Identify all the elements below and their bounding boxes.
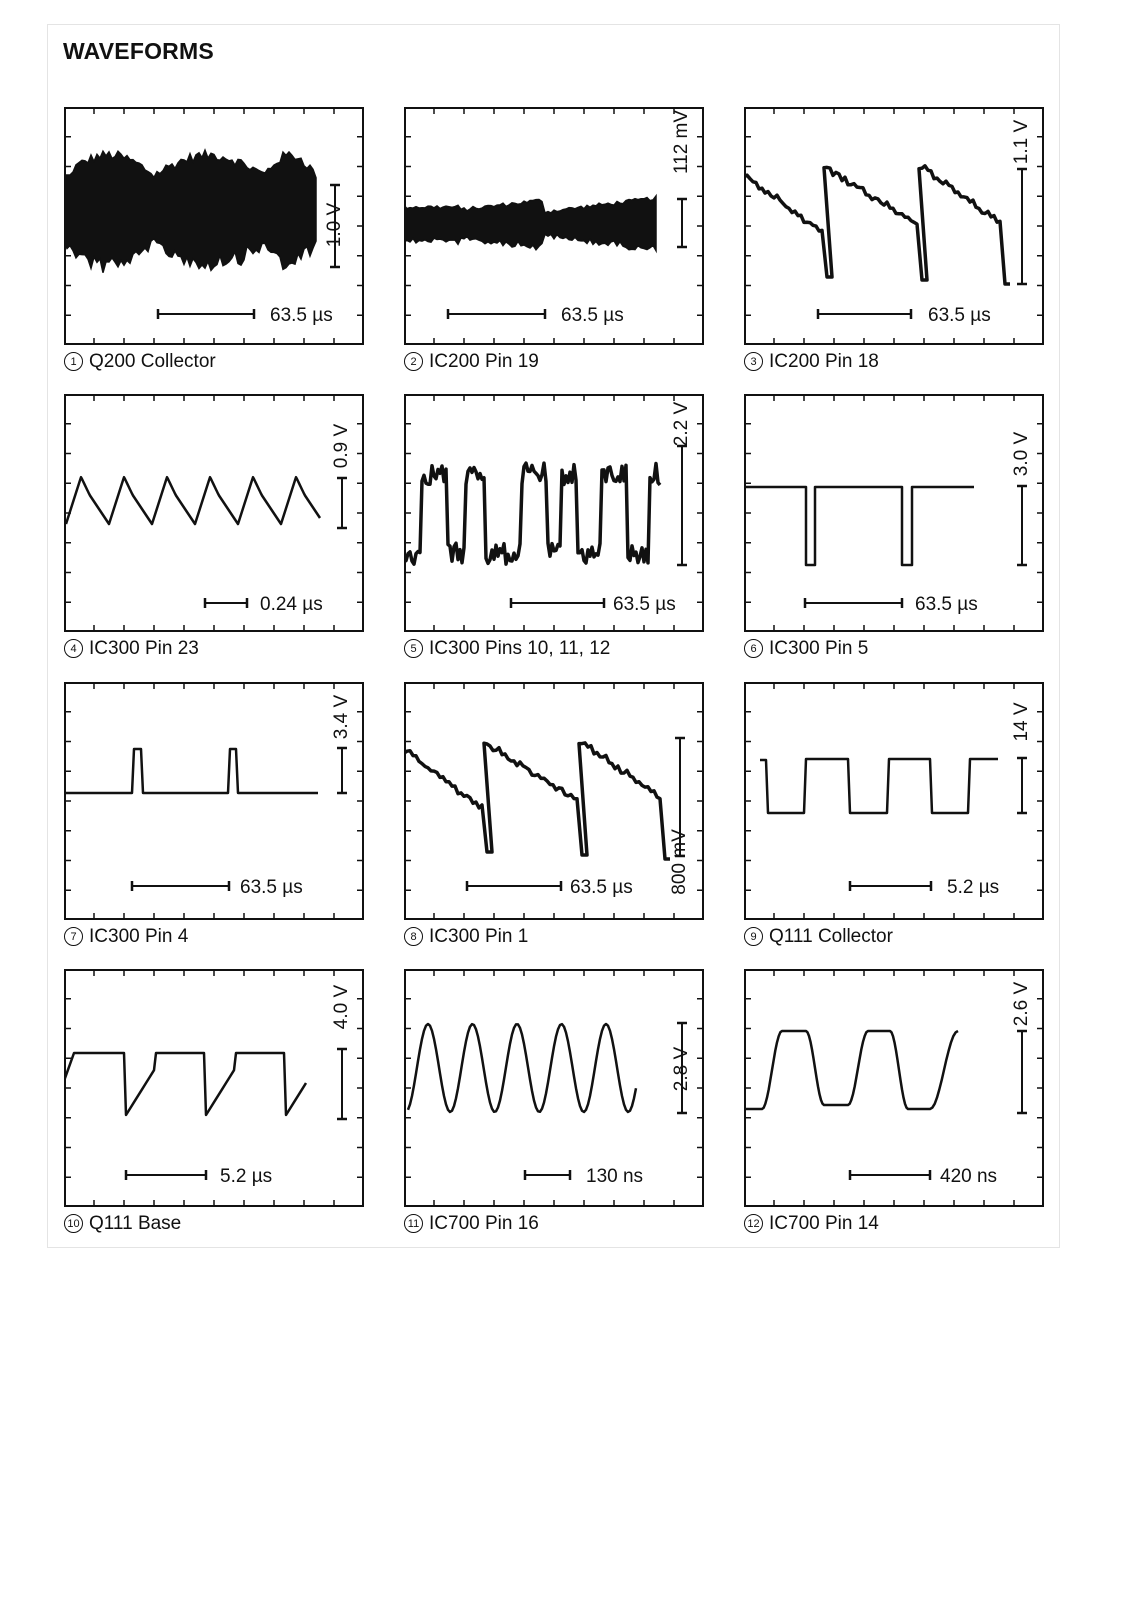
time-scale-bar	[850, 1170, 930, 1180]
oscilloscope-screen	[404, 107, 704, 345]
graticule-ticks	[405, 683, 703, 919]
voltage-scale-label: 0.9 V	[331, 423, 353, 469]
waveform-caption	[404, 926, 528, 948]
time-scale-label: 5.2 µs	[947, 877, 1000, 898]
waveform-caption	[744, 1213, 879, 1235]
time-scale-label: 63.5 µs	[915, 594, 978, 615]
waveform-caption-text: IC300 Pin 4	[89, 926, 189, 947]
voltage-scale-bar	[677, 446, 687, 565]
waveform-trace	[66, 477, 320, 524]
time-scale-bar	[850, 881, 931, 891]
voltage-scale-label: 3.0 V	[1011, 431, 1033, 477]
waveform-trace	[408, 1024, 636, 1112]
scope-border	[65, 683, 363, 919]
waveform-trace	[760, 759, 998, 813]
time-scale-label: 130 ns	[586, 1166, 644, 1187]
time-scale-label: 63.5 µs	[240, 877, 303, 898]
time-scale-label: 63.5 µs	[928, 305, 991, 326]
voltage-scale-label: 112 mV	[671, 109, 693, 175]
oscilloscope-screen	[744, 969, 1044, 1207]
waveform-trace	[744, 487, 974, 565]
voltage-scale-bar	[1017, 169, 1027, 284]
waveform-caption-text: IC300 Pin 1	[429, 926, 529, 947]
voltage-scale-label: 4.0 V	[331, 984, 353, 1030]
graticule-ticks	[745, 108, 1043, 344]
waveform-trace	[64, 150, 316, 273]
waveform-caption	[64, 351, 216, 373]
voltage-scale-label: 2.8 V	[671, 1046, 693, 1092]
waveform-caption-text: Q111 Collector	[769, 926, 893, 947]
time-scale-label: 63.5 µs	[613, 594, 676, 615]
voltage-scale-bar	[1017, 1031, 1027, 1113]
time-scale-bar	[818, 309, 911, 319]
graticule-ticks	[745, 395, 1043, 631]
voltage-scale-bar	[677, 199, 687, 247]
voltage-scale-bar	[1017, 758, 1027, 813]
graticule-ticks	[65, 970, 363, 1206]
waveform-number: 3	[744, 352, 763, 371]
waveform-trace	[744, 166, 1010, 284]
graticule-ticks	[65, 683, 363, 919]
oscilloscope-screen	[744, 107, 1044, 345]
waveform-number: 12	[744, 1214, 763, 1233]
oscilloscope-screen	[404, 682, 704, 920]
waveform-panel	[744, 107, 1044, 377]
waveform-number: 1	[64, 352, 83, 371]
waveform-number: 4	[64, 639, 83, 658]
time-scale-bar	[511, 598, 604, 608]
oscilloscope-screen	[404, 394, 704, 632]
waveform-number: 11	[404, 1214, 423, 1233]
waveform-panel	[64, 682, 364, 952]
waveform-number: 5	[404, 639, 423, 658]
waveform-caption-text: Q200 Collector	[89, 351, 216, 372]
waveform-number: 10	[64, 1214, 83, 1233]
waveform-caption-text: IC700 Pin 16	[429, 1213, 539, 1234]
voltage-scale-label: 3.4 V	[331, 694, 353, 740]
waveform-caption-text: Q111 Base	[89, 1213, 182, 1234]
waveform-caption	[64, 1213, 181, 1235]
time-scale-bar	[467, 881, 561, 891]
waveform-number: 9	[744, 927, 763, 946]
waveform-caption	[404, 351, 539, 373]
waveform-caption-text: IC300 Pins 10, 11, 12	[429, 638, 611, 659]
waveform-caption	[64, 638, 199, 660]
waveform-panel	[404, 969, 704, 1239]
waveform-number: 7	[64, 927, 83, 946]
oscilloscope-screen	[404, 969, 704, 1207]
waveform-panel	[744, 969, 1044, 1239]
voltage-scale-label: 2.2 V	[671, 401, 693, 447]
time-scale-bar	[805, 598, 902, 608]
waveform-caption-text: IC300 Pin 5	[769, 638, 869, 659]
waveform-caption	[744, 638, 868, 660]
oscilloscope-screen	[744, 682, 1044, 920]
time-scale-label: 63.5 µs	[270, 305, 333, 326]
waveform-trace	[404, 463, 660, 564]
voltage-scale-label: 800 mV	[669, 829, 691, 895]
voltage-scale-bar	[337, 1049, 347, 1119]
waveform-trace	[64, 1053, 306, 1115]
time-scale-bar	[158, 309, 254, 319]
voltage-scale-bar	[1017, 486, 1027, 565]
time-scale-label: 63.5 µs	[570, 877, 633, 898]
waveform-panel	[64, 969, 364, 1239]
scope-border	[405, 970, 703, 1206]
time-scale-label: 5.2 µs	[220, 1166, 273, 1187]
waveform-panel	[64, 394, 364, 664]
waveform-panel	[64, 107, 364, 377]
scope-border	[745, 395, 1043, 631]
time-scale-bar	[448, 309, 545, 319]
voltage-scale-label: 14 V	[1011, 702, 1033, 742]
waveform-caption-text: IC200 Pin 18	[769, 351, 879, 372]
voltage-scale-label: 1.0 V	[324, 202, 346, 248]
voltage-scale-bar	[337, 478, 347, 528]
waveform-panel	[404, 682, 704, 952]
time-scale-label: 63.5 µs	[561, 305, 624, 326]
voltage-scale-bar	[337, 748, 347, 793]
time-scale-label: 0.24 µs	[260, 594, 323, 615]
voltage-scale-label: 1.1 V	[1011, 119, 1033, 165]
graticule-ticks	[405, 970, 703, 1206]
time-scale-bar	[525, 1170, 570, 1180]
waveform-caption-text: IC300 Pin 23	[89, 638, 199, 659]
waveform-number: 8	[404, 927, 423, 946]
oscilloscope-screen	[64, 969, 364, 1207]
waveform-caption-text: IC200 Pin 19	[429, 351, 539, 372]
scope-border	[745, 108, 1043, 344]
oscilloscope-screen	[64, 107, 364, 345]
page-title: WAVEFORMS	[63, 38, 214, 64]
waveform-caption	[404, 638, 610, 660]
waveform-trace	[744, 1031, 958, 1109]
waveform-panel	[744, 682, 1044, 952]
waveform-number: 2	[404, 352, 423, 371]
waveform-caption	[744, 351, 879, 373]
scope-border	[745, 970, 1043, 1206]
time-scale-bar	[126, 1170, 206, 1180]
waveform-number: 6	[744, 639, 763, 658]
waveform-panel	[404, 107, 704, 377]
oscilloscope-screen	[64, 682, 364, 920]
voltage-scale-label: 2.6 V	[1011, 981, 1033, 1027]
waveform-trace	[64, 749, 318, 793]
time-scale-bar	[132, 881, 229, 891]
waveform-trace	[404, 196, 656, 251]
time-scale-label: 420 ns	[940, 1166, 998, 1187]
waveform-caption-text: IC700 Pin 14	[769, 1213, 879, 1234]
waveform-trace	[404, 743, 670, 859]
waveform-caption	[744, 926, 893, 948]
oscilloscope-screen	[64, 394, 364, 632]
waveform-panel	[744, 394, 1044, 664]
time-scale-bar	[205, 598, 247, 608]
waveform-panel	[404, 394, 704, 664]
waveform-caption	[404, 1213, 539, 1235]
scope-border	[405, 683, 703, 919]
oscilloscope-screen	[744, 394, 1044, 632]
graticule-ticks	[745, 970, 1043, 1206]
waveform-caption	[64, 926, 188, 948]
scope-border	[65, 970, 363, 1206]
